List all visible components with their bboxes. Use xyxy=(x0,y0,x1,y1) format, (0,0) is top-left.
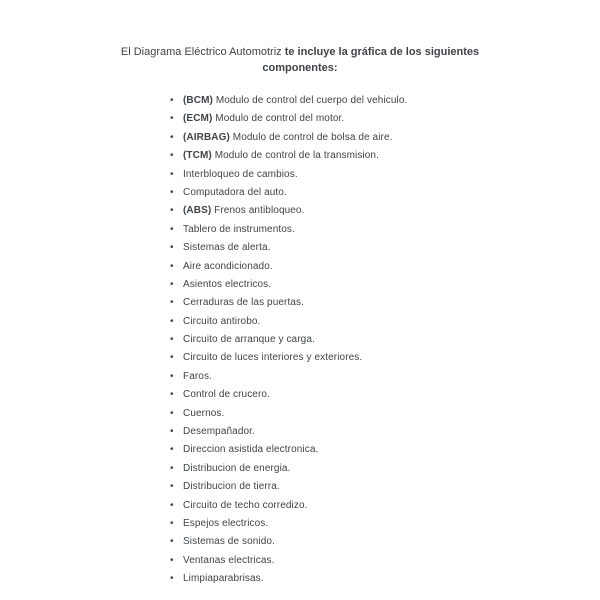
list-item xyxy=(170,517,600,530)
list-item-text: Ventanas electricas. xyxy=(183,554,275,566)
bullet-icon: • xyxy=(170,352,174,364)
bullet-icon: • xyxy=(170,426,174,438)
bullet-icon: • xyxy=(170,113,174,125)
list-item-text: Control de crucero. xyxy=(183,389,270,401)
list-item-bold-prefix: (BCM) xyxy=(183,95,213,106)
list-item-text: (BCM) Modulo de control del cuerpo del vehiculo. xyxy=(183,95,408,106)
bullet-icon: • xyxy=(170,150,174,162)
list-item xyxy=(170,370,600,383)
bullet-icon: • xyxy=(170,389,174,401)
list-item xyxy=(170,388,600,401)
list-item xyxy=(170,407,600,420)
list-item-bold-prefix: (AIRBAG) xyxy=(183,131,230,143)
list-item xyxy=(170,94,600,107)
list-item xyxy=(170,554,600,567)
page-title-line-1 xyxy=(0,44,600,60)
list-item-text: Sistemas de sonido. xyxy=(183,536,275,548)
list-item xyxy=(170,204,600,217)
list-item xyxy=(170,260,600,273)
list-item-text: Circuito de arranque y carga. xyxy=(183,334,315,346)
list-item-text: Desempañador. xyxy=(183,426,255,438)
bullet-icon: • xyxy=(170,517,174,529)
list-item xyxy=(170,333,600,346)
list-item-text: (ECM) Modulo de control del motor. xyxy=(183,113,345,125)
bullet-icon: • xyxy=(170,499,174,511)
list-item-text: Distribucion de energia. xyxy=(183,462,291,474)
list-item-text: Tablero de instrumentos. xyxy=(183,223,295,235)
list-item xyxy=(170,535,600,548)
list-item-text: Asientos electricos. xyxy=(183,278,272,290)
bullet-icon: • xyxy=(170,444,174,456)
bullet-icon: • xyxy=(170,131,174,143)
list-item xyxy=(170,131,600,144)
bullet-icon: • xyxy=(170,536,174,548)
list-item-text: Faros. xyxy=(183,370,212,382)
bullet-icon: • xyxy=(170,260,174,272)
bullet-icon: • xyxy=(170,407,174,419)
list-item-text: Circuito de techo corredizo. xyxy=(183,499,308,511)
list-item xyxy=(170,241,600,254)
list-item-text: (AIRBAG) Modulo de control de bolsa de aire. xyxy=(183,131,393,143)
list-item xyxy=(170,351,600,364)
list-item-text: Cuernos. xyxy=(183,407,225,419)
list-item xyxy=(170,315,600,328)
page-title-regular-text: El Diagrama Eléctrico Automotriz xyxy=(120,46,282,58)
bullet-icon: • xyxy=(170,481,174,493)
list-item xyxy=(170,462,600,475)
bullet-icon: • xyxy=(170,462,174,474)
list-item xyxy=(170,443,600,456)
list-item-bold-prefix: (ECM) xyxy=(183,113,213,125)
list-item-text: Limpiaparabrisas. xyxy=(183,573,264,585)
bullet-icon: • xyxy=(170,554,174,566)
bullet-icon: • xyxy=(170,205,174,217)
list-item xyxy=(170,480,600,493)
list-item-text: Interbloqueo de cambios. xyxy=(183,168,298,180)
bullet-icon: • xyxy=(170,242,174,254)
bullet-icon: • xyxy=(170,370,174,382)
list-item xyxy=(170,296,600,309)
page-title-bold-text-1: te incluye la gráfica de los siguientes xyxy=(284,46,480,58)
components-list xyxy=(0,94,600,585)
bullet-icon: • xyxy=(170,297,174,309)
bullet-icon: • xyxy=(170,223,174,235)
list-item-bold-prefix: (TCM) xyxy=(183,150,212,162)
bullet-icon: • xyxy=(170,168,174,180)
list-item xyxy=(170,186,600,199)
list-item-text: Aire acondicionado. xyxy=(183,260,273,272)
bullet-icon: • xyxy=(170,95,174,106)
list-item-text: Distribucion de tierra. xyxy=(183,481,280,493)
list-item xyxy=(170,223,600,236)
list-item-text: Circuito de luces interiores y exteriores. xyxy=(183,352,363,364)
list-item xyxy=(170,112,600,125)
page-title-bold-text-2: componentes: xyxy=(262,62,338,74)
list-item-text: Cerraduras de las puertas. xyxy=(183,297,304,309)
list-item-text: Computadora del auto. xyxy=(183,186,287,198)
list-item xyxy=(170,499,600,512)
document-page xyxy=(0,44,600,600)
list-item xyxy=(170,425,600,438)
bullet-icon: • xyxy=(170,334,174,346)
list-item xyxy=(170,168,600,181)
bullet-icon: • xyxy=(170,186,174,198)
list-item-text: (TCM) Modulo de control de la transmision. xyxy=(183,150,379,162)
page-title xyxy=(0,44,600,76)
list-item xyxy=(170,278,600,291)
list-item-text: Sistemas de alerta. xyxy=(183,242,271,254)
list-item-text: Espejos electricos. xyxy=(183,517,269,529)
page-title-line-2 xyxy=(0,60,600,76)
list-item-text: Circuito antirobo. xyxy=(183,315,261,327)
list-item xyxy=(170,572,600,585)
list-item-text: Direccion asistida electronica. xyxy=(183,444,319,456)
list-item-text: (ABS) Frenos antibloqueo. xyxy=(183,205,305,217)
bullet-icon: • xyxy=(170,278,174,290)
list-item xyxy=(170,149,600,162)
bullet-icon: • xyxy=(170,573,174,585)
list-item-bold-prefix: (ABS) xyxy=(183,205,212,217)
bullet-icon: • xyxy=(170,315,174,327)
